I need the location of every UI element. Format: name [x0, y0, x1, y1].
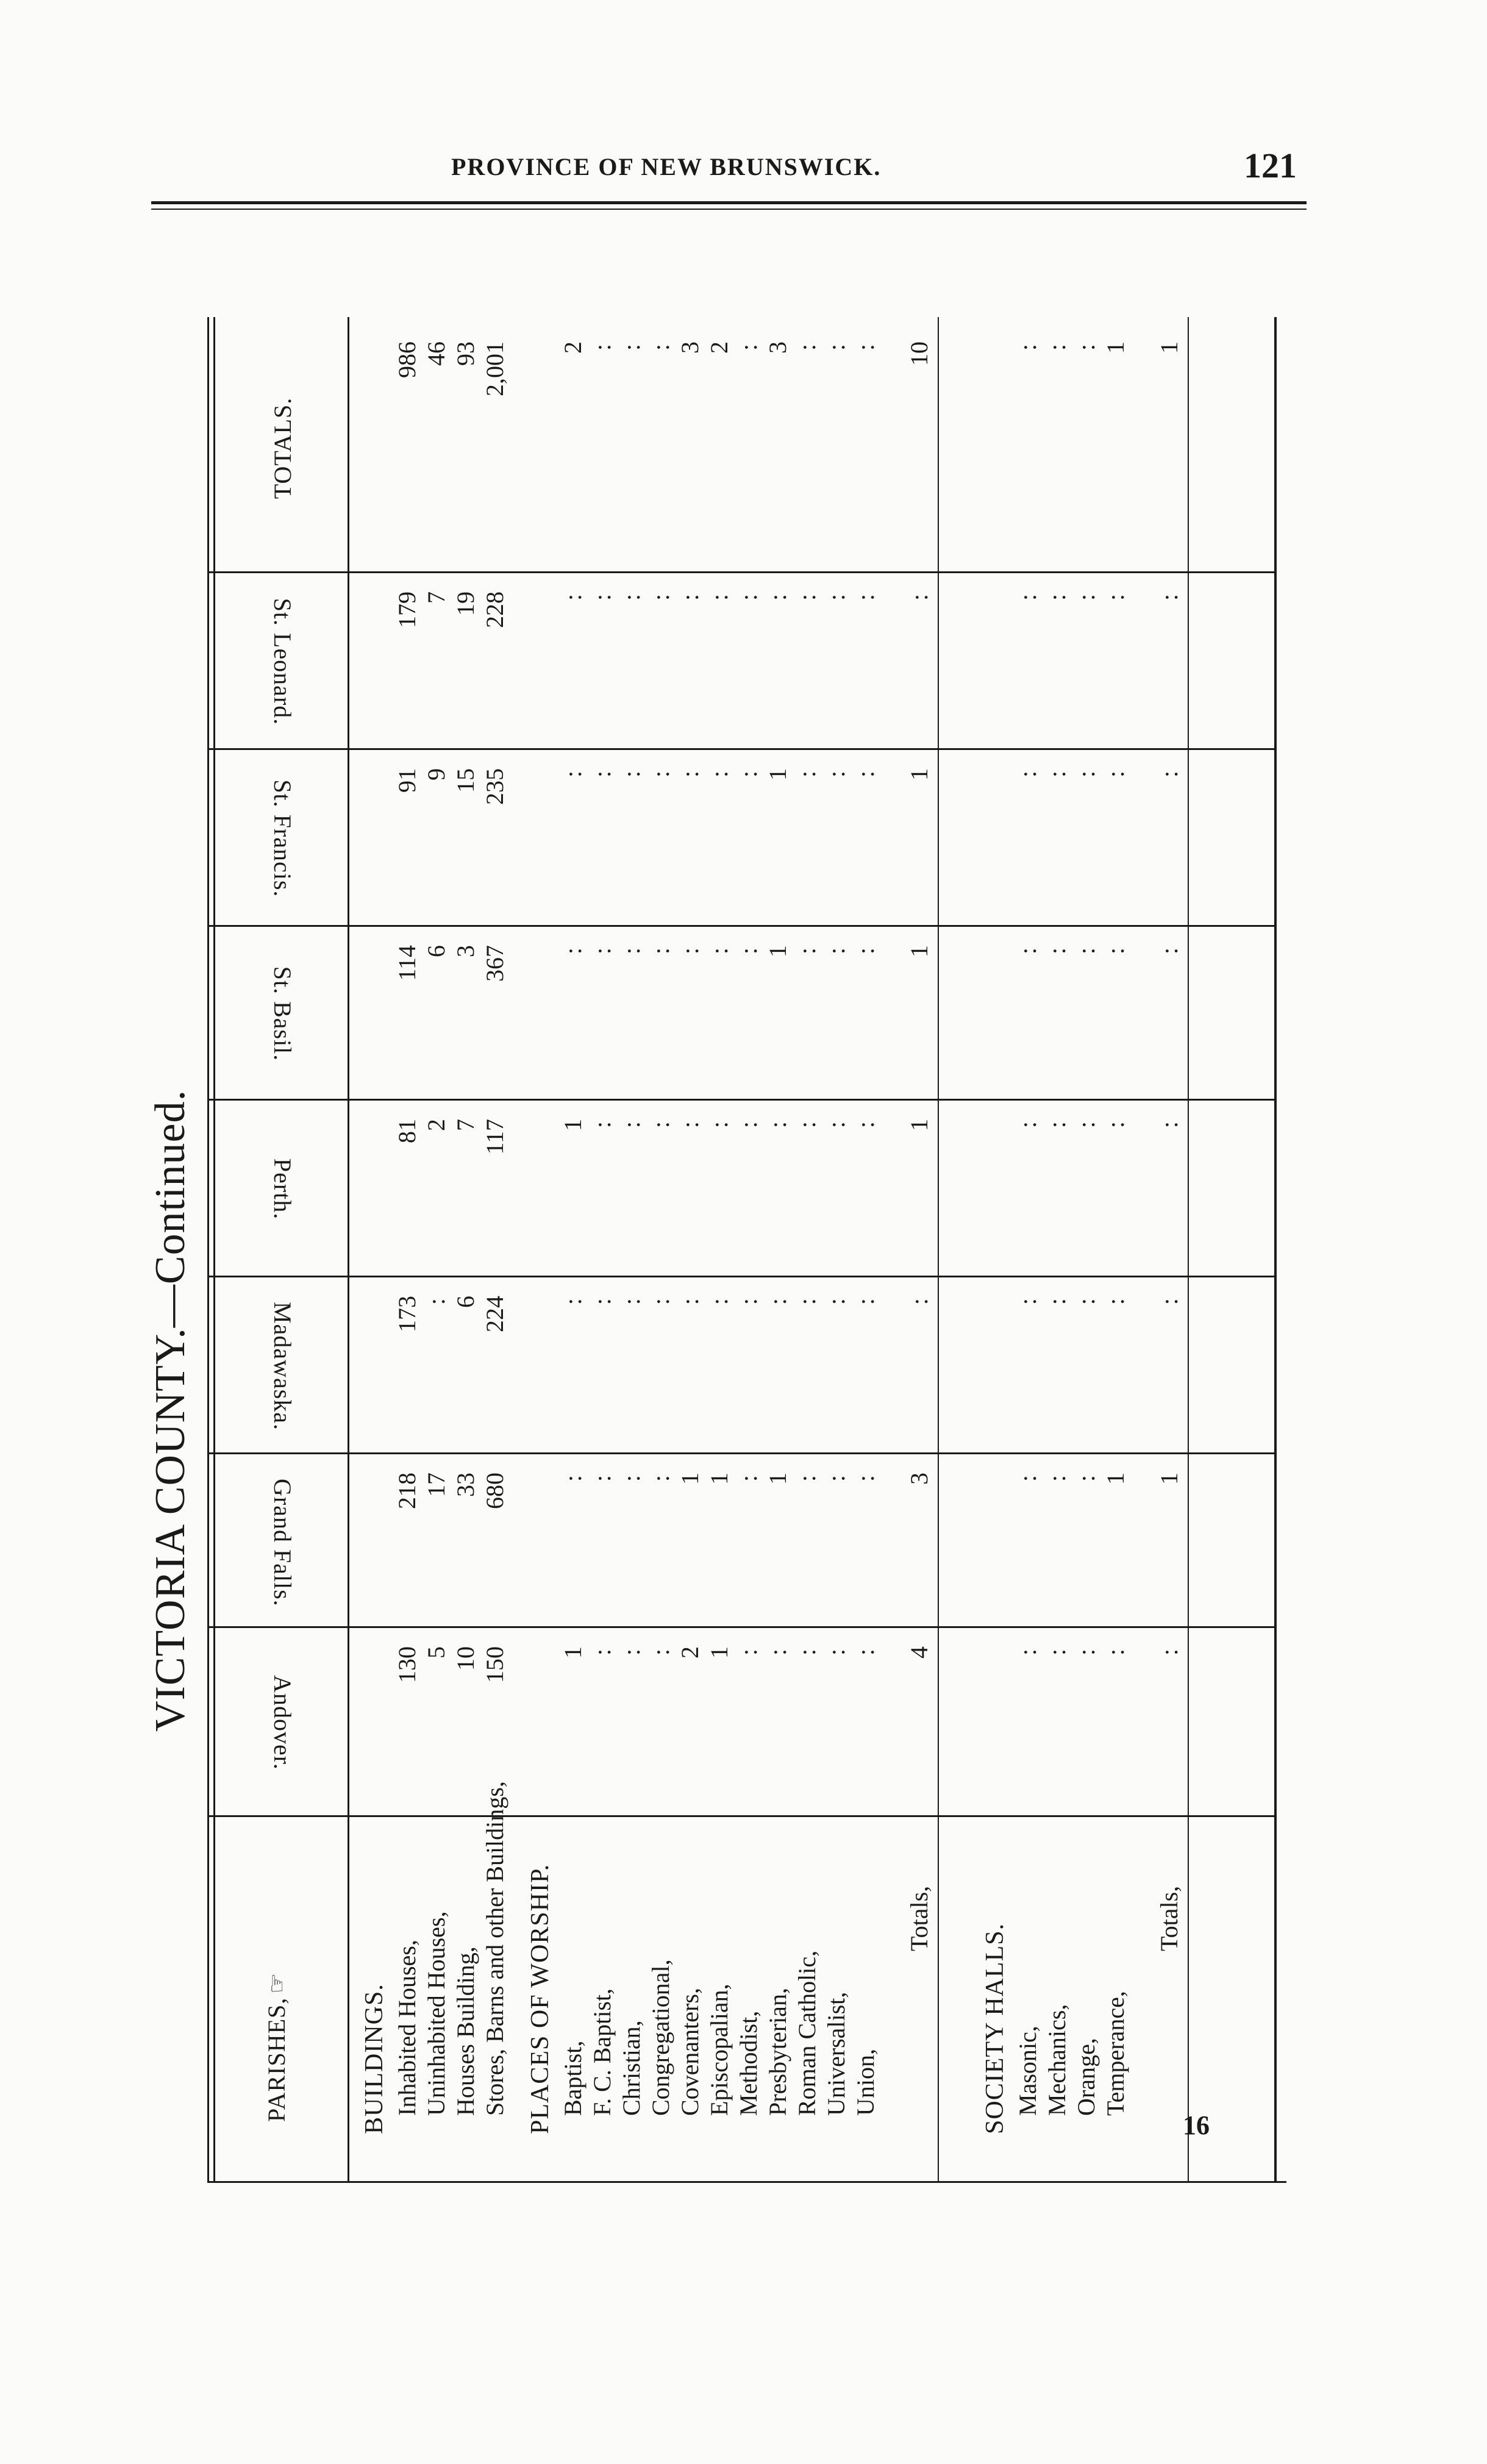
table-cell: :	[822, 945, 850, 955]
table-cell: :	[852, 591, 879, 601]
column-head: Grand Falls.	[269, 1479, 296, 1607]
totals-cell: :	[905, 591, 933, 601]
table-cell: :	[1043, 591, 1071, 601]
table-cell: 7	[452, 1119, 479, 1131]
table-cell: 1	[676, 1473, 704, 1485]
row-label: Covenanters,	[676, 1988, 704, 2116]
table-cell: :	[1014, 945, 1041, 955]
pointing-hand-icon: ☞	[265, 1972, 290, 1994]
table-cell: 1	[1102, 1473, 1129, 1485]
table-cell: :	[676, 768, 704, 778]
totals-cell: :	[905, 1296, 933, 1305]
row-label: Mechanics,	[1043, 2004, 1071, 2116]
table-cell: :	[676, 1296, 704, 1305]
signature-mark: 16	[1183, 2110, 1210, 2140]
table-cell: 2	[676, 1646, 704, 1659]
table-cell: :	[1072, 945, 1100, 955]
table-cell: :	[735, 1646, 762, 1656]
row-label: Masonic,	[1014, 2026, 1041, 2116]
table-cell: 2,001	[481, 341, 508, 396]
column-head: Perth.	[269, 1158, 296, 1220]
table-cell: :	[559, 945, 587, 955]
totals-cell: 4	[905, 1646, 933, 1659]
table-cell: :	[1014, 1646, 1041, 1656]
table-cell: :	[735, 1296, 762, 1305]
table-cell: 986	[393, 341, 421, 378]
table-cell: :	[676, 945, 704, 955]
column-head: St. Leonard.	[269, 598, 296, 726]
row-label: Episcopalian,	[705, 1984, 733, 2116]
table-cell: 33	[452, 1473, 479, 1497]
table-cell: :	[705, 1296, 733, 1305]
table-cell: :	[735, 341, 762, 351]
column-head: St. Basil.	[269, 966, 296, 1062]
totals-cell: 1	[905, 945, 933, 957]
table-cell: :	[1043, 945, 1071, 955]
table-cell: 150	[481, 1646, 508, 1683]
column-rule	[207, 571, 1274, 573]
table-cell: :	[423, 1296, 450, 1305]
table-cell: :	[705, 945, 733, 955]
table-top-rule-2	[213, 317, 215, 2183]
stub-head-label: PARISHES,	[263, 1997, 290, 2122]
row-label: F. C. Baptist,	[588, 1988, 616, 2116]
table-cell: :	[852, 1296, 879, 1305]
table-cell: 2	[705, 341, 733, 354]
table-cell: 1	[1102, 341, 1129, 354]
table-cell: :	[852, 768, 879, 778]
column-head: Andover.	[269, 1675, 296, 1770]
table-cell: 1	[764, 945, 791, 957]
table-cell: 2	[423, 1119, 450, 1131]
totals-cell: 1	[1155, 1473, 1183, 1485]
table-cell: :	[588, 1646, 616, 1656]
table-cell: 1	[705, 1646, 733, 1659]
table-cell: :	[1102, 591, 1129, 601]
totals-cell: :	[1155, 1119, 1183, 1129]
header-rule-thin	[151, 209, 1307, 210]
table-cell: 680	[481, 1473, 508, 1509]
table-cell: 367	[481, 945, 508, 982]
table-cell: :	[618, 1296, 645, 1305]
table-cell: :	[559, 591, 587, 601]
totals-cell: 3	[905, 1473, 933, 1485]
table-left-rule	[207, 2181, 1286, 2183]
table-cell: :	[618, 341, 645, 351]
table-cell: 224	[481, 1296, 508, 1332]
table-cell: :	[822, 1646, 850, 1656]
totals-cell: :	[1155, 768, 1183, 778]
table-cell: :	[793, 1296, 821, 1305]
table-cell: :	[588, 1296, 616, 1305]
table-cell: :	[705, 1119, 733, 1129]
table-cell: :	[822, 341, 850, 351]
table-cell: 10	[452, 1646, 479, 1671]
totals-cell: 10	[905, 341, 933, 366]
table-cell: :	[735, 1119, 762, 1129]
table-cell: :	[1072, 1296, 1100, 1305]
table-cell: :	[647, 1646, 674, 1656]
table-cell: :	[852, 945, 879, 955]
table-cell: :	[793, 591, 821, 601]
row-label: Temperance,	[1102, 1991, 1129, 2116]
table-cell: :	[822, 1119, 850, 1129]
table-cell: 6	[423, 945, 450, 957]
table-cell: :	[852, 1473, 879, 1482]
table-cell: :	[705, 768, 733, 778]
table-cell: :	[705, 591, 733, 601]
table-cell: :	[1043, 1296, 1071, 1305]
table-cell: :	[1072, 1119, 1100, 1129]
table-cell: :	[793, 1646, 821, 1656]
totals-cell: 1	[1155, 341, 1183, 354]
table-cell: :	[1014, 1119, 1041, 1129]
totals-label: Totals,	[905, 1885, 933, 1951]
section-label: PLACES OF WORSHIP.	[526, 1863, 554, 2134]
table-cell: :	[822, 1473, 850, 1482]
row-label: Inhabited Houses,	[393, 1940, 421, 2116]
page-number: 121	[1244, 146, 1297, 185]
table-cell: :	[618, 768, 645, 778]
row-label: Stores, Barns and other Buildings,	[481, 1781, 508, 2116]
totals-cell: :	[1155, 1646, 1183, 1656]
totals-label: Totals,	[1155, 1885, 1183, 1951]
table-cell: :	[735, 1473, 762, 1482]
table-cell: :	[852, 341, 879, 351]
table-cell: :	[1072, 1473, 1100, 1482]
table-cell: 130	[393, 1646, 421, 1683]
table-cell: :	[735, 768, 762, 778]
table-cell: :	[618, 945, 645, 955]
row-label: Uninhabited Houses,	[423, 1911, 450, 2116]
table-cell: 93	[452, 341, 479, 366]
table-cell: 46	[423, 341, 450, 366]
stub-head	[262, 1973, 291, 2122]
totals-cell: :	[1155, 591, 1183, 601]
table-cell: 1	[705, 1473, 733, 1485]
table-cell: 9	[423, 768, 450, 780]
totals-cell: :	[1155, 1296, 1183, 1305]
row-label: Baptist,	[559, 2040, 587, 2116]
running-head: PROVINCE OF NEW BRUNSWICK.	[451, 153, 882, 180]
table-cell: 218	[393, 1473, 421, 1509]
table-cell: 1	[559, 1119, 587, 1131]
table-cell: 15	[452, 768, 479, 793]
row-label: Congregational,	[647, 1959, 674, 2116]
table-cell: 81	[393, 1119, 421, 1143]
table-cell: :	[588, 1473, 616, 1482]
table-cell: 1	[559, 1646, 587, 1659]
table-cell: 3	[676, 341, 704, 354]
row-label: Union,	[852, 2049, 879, 2116]
table-cell: :	[852, 1119, 879, 1129]
table-cell: 3	[452, 945, 479, 957]
table-cell: :	[618, 1473, 645, 1482]
table-cell: :	[793, 945, 821, 955]
table-cell: :	[647, 1119, 674, 1129]
row-label: Universalist,	[822, 1991, 850, 2116]
table-cell: :	[618, 1119, 645, 1129]
table-cell: :	[1072, 768, 1100, 778]
table-cell: :	[822, 768, 850, 778]
table-cell: :	[1102, 1646, 1129, 1656]
table-cell: :	[588, 768, 616, 778]
table-cell: :	[852, 1646, 879, 1656]
table-cell: :	[764, 591, 791, 601]
table-cell: :	[559, 1296, 587, 1305]
table-cell: :	[764, 1646, 791, 1656]
table-cell: :	[793, 1473, 821, 1482]
section-rule	[938, 317, 939, 2183]
row-label: Methodist,	[735, 2010, 762, 2116]
table-cell: 5	[423, 1646, 450, 1659]
table-cell: :	[1102, 768, 1129, 778]
table-cell: :	[1043, 1646, 1071, 1656]
table-cell: 117	[481, 1119, 508, 1155]
totals-cell: 1	[905, 1119, 933, 1131]
stub-rule	[207, 1815, 1274, 1817]
table-cell: :	[559, 768, 587, 778]
table-cell: :	[1102, 1119, 1129, 1129]
table-cell: 7	[423, 591, 450, 604]
table-cell: :	[588, 591, 616, 601]
totals-cell: 1	[905, 768, 933, 780]
table-cell: 1	[764, 768, 791, 780]
table-cell: 19	[452, 591, 479, 616]
row-label: Roman Catholic,	[793, 1950, 821, 2116]
table-top-rule	[207, 317, 209, 2183]
rotated-table	[146, 262, 1305, 2183]
table-cell: 114	[393, 945, 421, 981]
table-cell: :	[647, 1296, 674, 1305]
table-cell: :	[1014, 768, 1041, 778]
table-cell: :	[1043, 341, 1071, 351]
column-rule	[207, 1452, 1274, 1454]
table-cell: :	[793, 768, 821, 778]
table-cell: :	[647, 591, 674, 601]
table-cell: :	[764, 1296, 791, 1305]
table-cell: :	[764, 1119, 791, 1129]
table-cell: :	[647, 1473, 674, 1482]
table-cell: 91	[393, 768, 421, 793]
table-cell: 228	[481, 591, 508, 628]
table-cell: :	[1072, 341, 1100, 351]
table-cell: 6	[452, 1296, 479, 1308]
table-cell: :	[1043, 1119, 1071, 1129]
table-cell: :	[588, 1119, 616, 1129]
table-cell: 2	[559, 341, 587, 354]
row-label: Presbyterian,	[764, 1988, 791, 2116]
table-cell: 173	[393, 1296, 421, 1332]
table-cell: :	[676, 591, 704, 601]
table-cell: :	[1014, 341, 1041, 351]
table-cell: :	[1043, 768, 1071, 778]
table-cell: :	[647, 341, 674, 351]
table-cell: 1	[764, 1473, 791, 1485]
table-cell: :	[559, 1473, 587, 1482]
table-cell: :	[735, 945, 762, 955]
table-cell: :	[588, 341, 616, 351]
table-cell: :	[647, 945, 674, 955]
table-bottom-rule	[1274, 317, 1277, 2183]
column-head: St. Francis.	[269, 779, 296, 898]
table-cell: :	[1014, 1473, 1041, 1482]
table-cell: 179	[393, 591, 421, 628]
header-separator	[348, 317, 349, 2183]
column-rule	[207, 1626, 1274, 1628]
table-cell: :	[1102, 1296, 1129, 1305]
column-rule	[207, 1099, 1274, 1101]
column-rule	[207, 925, 1274, 927]
totals-cell: :	[1155, 945, 1183, 955]
column-rule	[207, 748, 1274, 750]
table-cell: :	[1043, 1473, 1071, 1482]
table-cell: :	[1072, 591, 1100, 601]
row-label: Orange,	[1072, 2038, 1100, 2116]
row-label: Houses Building,	[452, 1946, 479, 2116]
table-cell: :	[676, 1119, 704, 1129]
table-cell: 17	[423, 1473, 450, 1497]
column-head: Madawaska.	[269, 1302, 296, 1431]
table-cell: :	[793, 1119, 821, 1129]
column-head: TOTALS.	[269, 397, 296, 499]
table-cell: :	[735, 591, 762, 601]
table-cell: 235	[481, 768, 508, 805]
table-cell: :	[618, 591, 645, 601]
table-cell: :	[1014, 591, 1041, 601]
section-rule	[1188, 317, 1189, 2183]
section-label: SOCIETY HALLS.	[981, 1923, 1009, 2134]
table-cell: :	[647, 768, 674, 778]
table-cell: :	[822, 591, 850, 601]
column-rule	[207, 1276, 1274, 1277]
table-cell: :	[1014, 1296, 1041, 1305]
table-title: VICTORIA COUNTY.—Continued.	[147, 1089, 194, 1732]
table-cell: :	[822, 1296, 850, 1305]
row-label: Christian,	[618, 2020, 645, 2116]
table-cell: :	[1072, 1646, 1100, 1656]
table-cell: :	[588, 945, 616, 955]
section-label: BUILDINGS.	[360, 1984, 388, 2134]
table-cell: :	[793, 341, 821, 351]
table-cell: :	[1102, 945, 1129, 955]
table-cell: :	[618, 1646, 645, 1656]
header-rule	[151, 201, 1307, 204]
table-cell: 3	[764, 341, 791, 354]
